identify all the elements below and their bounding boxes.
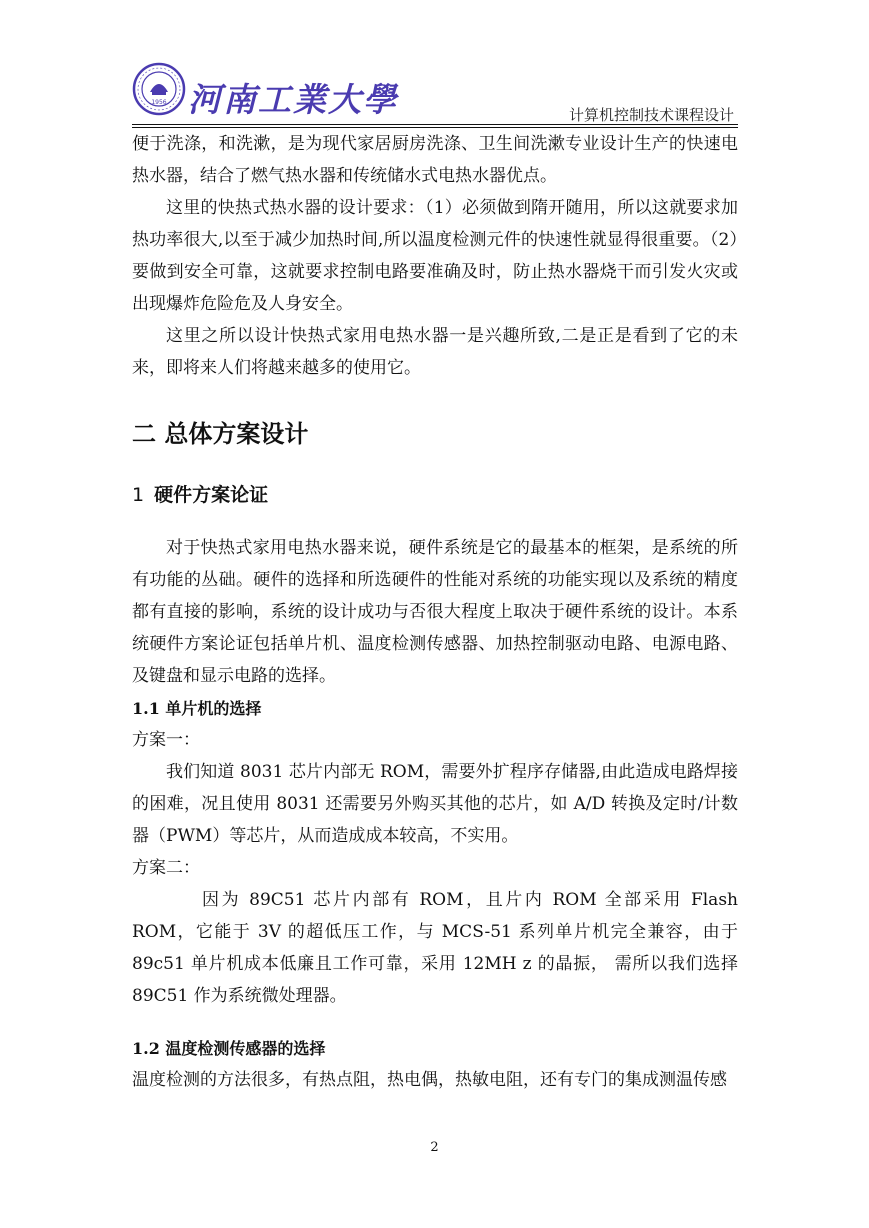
- paragraph-hardware-intro: 对于快热式家用电热水器来说，硬件系统是它的最基本的框架，是系统的所有功能的丛础。硬件的选择和所选硬件的性能对系统的功能实现以及系统的精度都有直接的影响，系统的设计成功与否很大程度上取决于硬件系统的设计。本系统硬件方案论证包括单片机、温度检测传感器、加热控制驱动电路、电源电路、及键盘和显示电路的选择。: [132, 538, 738, 686]
- document-body: [132, 128, 738, 1096]
- heading-mcu-selection: 1.1 单片机的选择: [132, 699, 262, 718]
- plan2-text: 因为 89C51 芯片内部有 ROM，且片内 ROM 全部采用 Flash ROM，它能于 3V 的超低压工作，与 MCS-51 系列单片机完全兼容，由于 89c51 单片机成本低廉且工作可靠，采用 12MH z 的晶振， 需所以我们选择 89C51 作为系统微处理器。: [132, 890, 738, 1006]
- header-rule: [132, 124, 738, 125]
- plan1-label: 方案一：: [132, 730, 200, 750]
- university-seal-icon: [132, 62, 186, 116]
- page-header: [132, 60, 738, 126]
- page-number: 2: [430, 1140, 439, 1155]
- plan1-text: 我们知道 8031 芯片内部无 ROM，需要外扩程序存储器,由此造成电路焊接的困难，况且使用 8031 还需要另外购买其他的芯片，如 A/D 转换及定时/计数器（PWM）等芯片，从而造成成本较高，不实用。: [132, 762, 738, 846]
- paragraph-motivation: 这里之所以设计快热式家用电热水器一是兴趣所致,二是正是看到了它的未来，即将来人们将越来越多的使用它。: [132, 326, 738, 378]
- paragraph-sensor-methods: 温度检测的方法很多，有热点阻，热电偶，热敏电阻，还有专门的集成测温传感: [132, 1070, 727, 1090]
- paragraph-continuation: 便于洗涤，和洗漱，是为现代家居厨房洗涤、卫生间洗漱专业设计生产的快速电热水器，结合了燃气热水器和传统储水式电热水器优点。: [132, 134, 738, 186]
- university-logo-text: 河南工業大學: [188, 80, 398, 119]
- subsection-heading: [132, 480, 738, 510]
- section-heading: 二 总体方案设计: [132, 420, 309, 448]
- paragraph-design-requirements: 这里的快热式热水器的设计要求：（1）必须做到隋开随用，所以这就要求加热功率很大,以至于减少加热时间,所以温度检测元件的快速性就显得很重要。（2）要做到安全可靠，这就要求控制电路要准确及时，防止热水器烧干而引发火灾或出现爆炸危险危及人身安全。: [132, 198, 738, 314]
- subsection-number: 1: [132, 484, 145, 506]
- subsection-title: 硬件方案论证: [154, 484, 269, 506]
- svg-text:1956: 1956: [151, 99, 167, 106]
- course-title: 计算机控制技术课程设计: [568, 106, 734, 124]
- heading-sensor-selection: 1.2 温度检测传感器的选择: [132, 1039, 326, 1058]
- plan2-label: 方案二：: [132, 858, 200, 878]
